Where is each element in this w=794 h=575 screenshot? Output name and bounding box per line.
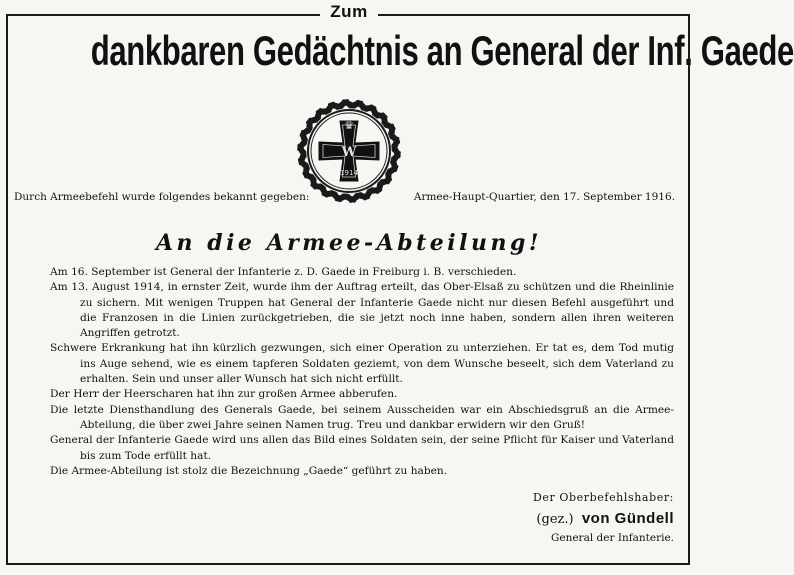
paragraph: Die letzte Diensthandlung des Generals Gaede, bei seinem Ausscheiden war ein Abschiedsgruß an die Armee-Abteilung, die über zwei Jahre seinen Namen trug. Treu und dankbar erwidern wir den Gruß! [50,403,674,431]
cross-letter: W [341,145,357,160]
cross-year: 1914 [340,169,358,177]
paragraph: Am 13. August 1914, in ernster Zeit, wurde ihm der Auftrag erteilt, das Ober-Elsaß zu schützen und die Rheinlinie zu sichern. Mit wenigen Truppen hat General der Infanterie Gaede nicht nur diesen Befehl ausgeführt und die Franzosen in die Linien zurückgetrieben, die sie jetzt noch inne haben, sondern allen ihren weiteren Angriffen getrotzt. [50,281,674,340]
paragraph: General der Infanterie Gaede wird uns allen das Bild eines Soldaten sein, der seine Pflicht für Kaiser und Vaterland bis zum Tode erfüllt hat. [50,434,674,462]
paragraph: Schwere Erkrankung hat ihn kürzlich gezwungen, sich einer Operation zu unterziehen. Er tat es, dem Tod mutig ins Auge sehend, wie es einem tapferen Soldaten geziemt, von dem Wunsche beseelt, sich dem Vaterland zu erhalten. Sein und unser aller Wunsch hat sich nicht erfüllt. [50,342,674,386]
iron-cross-wreath-icon [282,89,416,205]
signature-title: Der Oberbefehlshaber: [532,491,674,504]
order-body [50,265,674,479]
page-title: dankbaren Gedächtnis an General der Inf. Gaede [90,27,794,74]
announcement-left: Durch Armeebefehl wurde folgendes bekannt gegeben: [14,191,310,203]
paragraph: Der Herr der Heerscharen hat ihn zur großen Armee abberufen. [50,388,398,401]
signature-prefix: (gez.) [536,512,574,527]
cross-crown: ♛ [344,119,354,132]
address-heading: An die Armee-Abteilung! [155,230,543,256]
announcement-date: Armee-Haupt-Quartier, den 17. September 1916. [413,191,675,203]
signature-rank: General der Infanterie. [550,532,674,544]
signature-name [536,510,674,527]
signature-person: von Gündell [581,510,674,527]
paragraph: Am 16. September ist General der Infanterie z. D. Gaede in Freiburg i. B. verschieden. [50,266,517,278]
paragraph: Die Armee-Abteilung ist stolz die Bezeichnung „Gaede“ geführt zu haben. [50,464,448,477]
header-zum: Zum [0,2,698,22]
